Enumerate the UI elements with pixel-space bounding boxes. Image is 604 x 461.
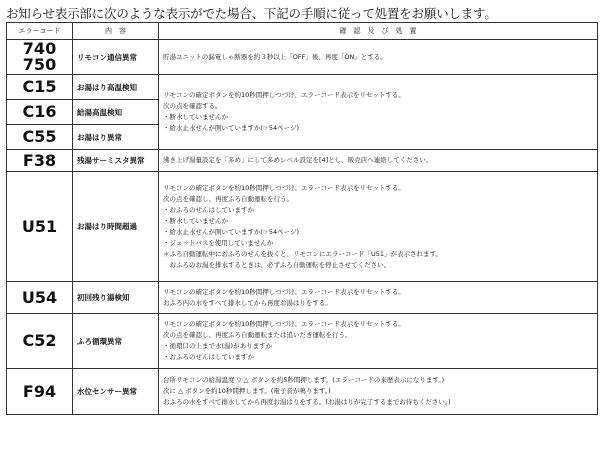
action-line: 沸き上げ湯量設定を「多め」にして多めレベル設定を[4]とし、販売店へ連絡してください。 xyxy=(163,156,433,164)
error-action xyxy=(159,40,598,75)
action-line: ・おふろのせんはしていますか xyxy=(163,353,254,361)
action-line: おふろ内の水をすべて排水してから再度お湯はりをする。 xyxy=(163,298,332,307)
error-action xyxy=(159,314,598,369)
error-code: C55 xyxy=(7,125,73,150)
error-code: C15 xyxy=(7,75,73,100)
action-line: リモコンの確定ボタンを約10秒間押しつづけ、エラーコード表示をリセットする。 xyxy=(163,287,405,296)
action-line: おふろの水をすべて排水してから再度お湯はりをする。(お湯はりが完了するまでお待ちください。) xyxy=(163,398,451,406)
table-row xyxy=(7,150,598,172)
error-name: お湯はり時間超過 xyxy=(73,172,159,282)
action-line: リモコンの確定ボタンを約10秒間押しつづけ、エラーコード表示をリセットする。 xyxy=(163,183,405,192)
error-name: 水位センサー異常 xyxy=(73,369,159,415)
table-row xyxy=(7,282,598,314)
header-action: 確 認 及 び 処 置 xyxy=(159,23,598,40)
error-code: C16 xyxy=(7,100,73,125)
action-line: リモコンの確定ボタンを約10秒間押しつづけ、エラーコード表示をリセットする。 xyxy=(163,320,405,328)
action-note: おふろのお湯を排水するときは、必ずふろ自動運転を停止させてください。 xyxy=(163,260,391,269)
error-action xyxy=(159,282,598,314)
error-action xyxy=(159,150,598,172)
table-row xyxy=(7,314,598,369)
action-line: ・ジェットバスを使用していませんか xyxy=(163,238,274,247)
page-heading: お知らせ表示部に次のような表示がでた場合、下記の手順に従って処置をお願いします。 xyxy=(6,6,497,21)
action-line: 次の点を確認し、再度ふろ自動運転または追いだき運転を行う。 xyxy=(163,331,352,339)
error-action xyxy=(159,75,598,150)
error-action xyxy=(159,369,598,415)
action-line: ・断水していませんか xyxy=(163,113,228,121)
error-name: ふろ循環異常 xyxy=(73,314,159,369)
error-action xyxy=(159,172,598,282)
table-row xyxy=(7,40,598,75)
header-content: 内 容 xyxy=(73,23,159,40)
action-note: ＊ふろ自動運転中におふろのせんを抜くと、リモコンにエラーコード「U51」が表示されます。 xyxy=(163,249,443,258)
table-row xyxy=(7,75,598,100)
error-name: 残湯サーミスタ異常 xyxy=(73,150,159,172)
action-line: ・断水していませんか xyxy=(163,216,228,225)
error-name: リモコン通信異常 xyxy=(73,40,159,75)
error-name: お湯はり高温検知 xyxy=(73,75,159,100)
action-line: ・循環口の上まで水(湯)がありますか xyxy=(163,342,273,350)
header-error-code: エラーコード xyxy=(7,23,73,40)
action-line: ・給水止水せんが開いていますか(☞54ページ) xyxy=(163,227,300,236)
action-line: ・給水止水せんが開いていますか(☞54ページ) xyxy=(163,124,300,132)
error-code: 740 750 xyxy=(7,40,73,75)
action-line: 次の点を確認し、再度ふろ自動運転を行う。 xyxy=(163,194,293,203)
action-line: 台所リモコンの給湯温度 ▽ △ ボタンを約5秒間押します。(エラーコードの来歴表示になります。) xyxy=(163,376,445,384)
error-name: 給湯高温検知 xyxy=(73,100,159,125)
action-line: リモコンの確定ボタンを約10秒間押しつづけ、エラーコード表示をリセットする。 xyxy=(163,91,405,99)
table-row xyxy=(7,369,598,415)
error-code: F38 xyxy=(7,150,73,172)
action-line: 次の点を確認する。 xyxy=(163,102,222,110)
error-name: 初回残り湯検知 xyxy=(73,282,159,314)
error-code: F94 xyxy=(7,369,73,415)
table-header-row xyxy=(7,23,598,40)
error-code: U51 xyxy=(7,172,73,282)
error-name: お湯はり異常 xyxy=(73,125,159,150)
action-line: 次に △ ボタンを約10秒間押します。(電子音が鳴ります。) xyxy=(163,387,331,395)
error-code-table xyxy=(6,22,598,415)
error-code: U54 xyxy=(7,282,73,314)
action-line: ・おふろのせんはしていますか xyxy=(163,205,254,214)
action-line: 貯湯ユニットの漏電しゃ断器を約３秒以上「OFF」後、再度「ON」とする。 xyxy=(163,52,387,61)
error-code: C52 xyxy=(7,314,73,369)
table-row xyxy=(7,172,598,282)
